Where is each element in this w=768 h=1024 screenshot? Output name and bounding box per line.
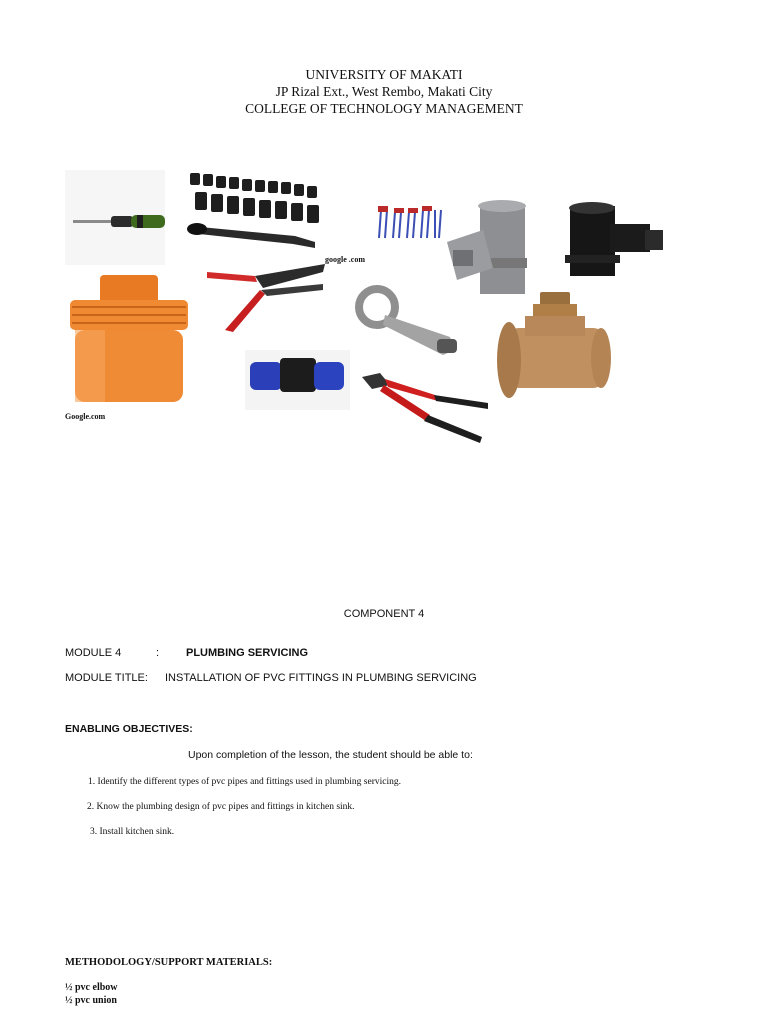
module-label: MODULE 4 [65, 647, 122, 659]
objectives-heading: ENABLING OBJECTIVES: [65, 723, 193, 735]
module-title-value: INSTALLATION OF PVC FITTINGS IN PLUMBING SERVICING [165, 672, 477, 684]
blue-coupling-image [245, 340, 350, 410]
brass-check-valve-image [495, 290, 615, 405]
university-name: UNIVERSITY OF MAKATI [305, 67, 463, 82]
methodology-heading: METHODOLOGY/SUPPORT MATERIALS: [65, 957, 273, 968]
bolt-cutter-image [360, 365, 495, 445]
tools-collage [60, 160, 680, 450]
component-title: COMPONENT 4 [343, 608, 425, 620]
wire-stripper-image [205, 260, 330, 335]
black-cleanout-image [565, 200, 670, 280]
socket-set-image [185, 170, 330, 250]
image-caption-google: google .com [325, 255, 365, 264]
module-value: PLUMBING SERVICING [186, 647, 309, 659]
objectives-intro: Upon completion of the lesson, the student should be able to: [188, 749, 473, 761]
module-title-label: MODULE TITLE: [65, 672, 148, 684]
material-item: ½ pvc elbow [65, 982, 118, 993]
screwdriver-image [65, 170, 165, 265]
orange-pvc-cap-image [60, 275, 200, 410]
module-separator: : [156, 647, 160, 659]
university-address: JP Rizal Ext., West Rembo, Makati City [275, 84, 493, 99]
objective-item: 2. Know the plumbing design of pvc pipes and fittings in kitchen sink. [87, 802, 355, 812]
image-caption-google-left: Google.com [65, 412, 106, 421]
material-item: ½ pvc union [65, 995, 117, 1006]
pliers-set-image [375, 200, 445, 245]
tube-cutter-image [355, 285, 465, 360]
objective-item: 3. Install kitchen sink. [90, 827, 175, 837]
college-name: COLLEGE OF TECHNOLOGY MANAGEMENT [245, 101, 523, 116]
objective-item: 1. Identify the different types of pvc pipes and fittings used in plumbing servicing. [88, 777, 401, 787]
